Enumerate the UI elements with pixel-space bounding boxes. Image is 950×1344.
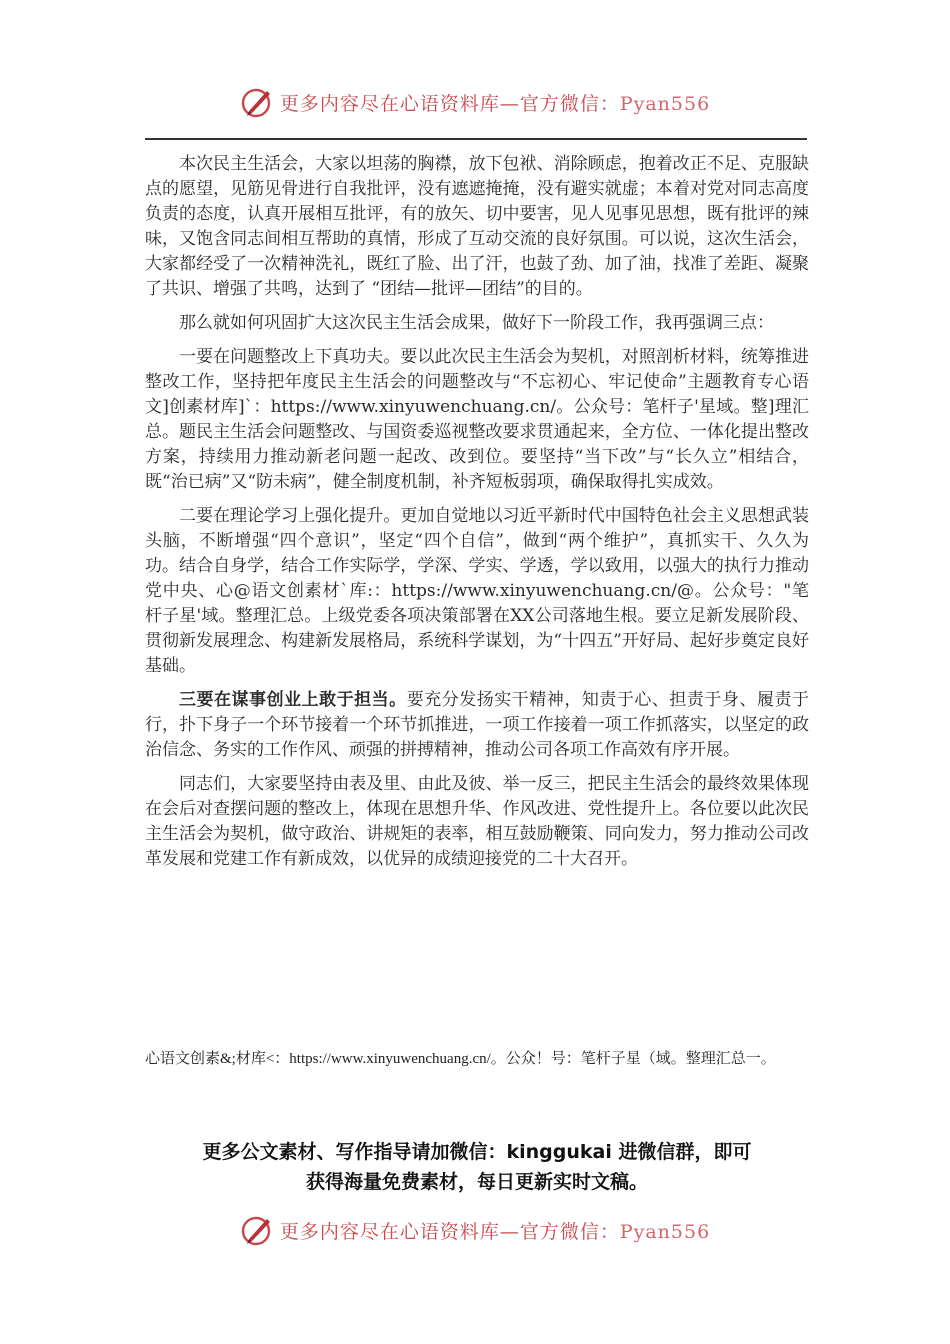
- paragraph: 一要在问题整改上下真功夫。要以此次民主生活会为契机，对照剖析材料，统筹推进整改工作，坚持把年度民主生活会的问题整改与“不忘初心、牢记使命”主题教育专心语文]创素材库]`：https://www.xinyuwenchuang.cn/。公众号：笔杆子'星域。整]理汇总。题民主生活会问题整改、与国资委巡视整改要求贯通起来，全方位、一体化提出整改方案，持续用力推动新老问题一起改、改到位。要坚持“当下改”与“长久立”相结合，既“治已病”又“防未病”，健全制度机制，补齐短板弱项，确保取得扎实成效。: [145, 347, 809, 492]
- wechat-id: Pyan556: [619, 1220, 711, 1243]
- pen-logo-icon: [240, 1213, 274, 1247]
- document-body: [145, 152, 809, 881]
- banner-text: 更多内容尽在心语资料库—官方微信：Pyan556: [279, 1220, 711, 1243]
- paragraph: 二要在理论学习上强化提升。更加自觉地以习近平新时代中国特色社会主义思想武装头脑，不断增强“四个意识”，坚定“四个自信”，做到“两个维护”，真抓实干、久久为功。结合自身学，结合工作实际学，学深、学实、学透，学以致用，以强大的执行力推动党中央、心@语文创素材`库:：https://www.xinyuwenchuang.cn/@。公众号："笔杆子星'域。整理汇总。上级党委各项决策部署在XX公司落地生根。要立足新发展阶段、贯彻新发展理念、构建新发展格局，系统科学谋划，为“十四五”开好局、起好步奠定良好基础。: [145, 506, 809, 676]
- pen-logo-icon: [240, 85, 274, 119]
- paragraph: 三要在谋事创业上敢于担当。要充分发扬实干精神，知责于心、担责于身、履责于行，扑下身子一个环节接着一个环节抓推进，一项工作接着一项工作抓落实，以坚定的政治信念、务实的工作作风、顽强的拼搏精神，推动公司各项工作高效有序开展。: [145, 690, 810, 760]
- paragraph: 同志们，大家要坚持由表及里、由此及彼、举一反三，把民主生活会的最终效果体现在会后对查摆问题的整改上，体现在思想升华、作风改进、党性提升上。各位要以此次民主生活会为契机，做守政治、讲规矩的表率，相互鼓励鞭策、同向发力，努力推动公司改革发展和党建工作有新成效，以优异的成绩迎接党的二十大召开。: [145, 774, 809, 869]
- header-divider: [145, 138, 807, 140]
- paragraph: 本次民主生活会，大家以坦荡的胸襟，放下包袱、消除顾虑，抱着改正不足、克服缺点的愿望，见筋见骨进行自我批评，没有遮遮掩掩，没有避实就虚；本着对党对同志高度负责的态度，认真开展相互批评，有的放矢、切中要害，见人见事见思想，既有批评的辣味，又饱含同志间相互帮助的真情，形成了互动交流的良好氛围。可以说，这次生活会，大家都经受了一次精神洗礼，既红了脸、出了汗，也鼓了劲、加了油，找准了差距、凝聚了共识、增强了共鸣，达到了 “团结—批评—团结”的目的。: [145, 154, 809, 299]
- source-note: 心语文创素&;材库<：https://www.xinyuwenchuang.cn/。公众！号：笔杆子星（域。整理汇总一。: [145, 1051, 776, 1067]
- paragraph: 那么就如何巩固扩大这次民主生活会成果，做好下一阶段工作，我再强调三点：: [179, 313, 774, 333]
- promo-line-1: 更多公文素材、写作指导请加微信：kinggukai 进微信群，即可: [202, 1141, 752, 1163]
- banner-text: 更多内容尽在心语资料库—官方微信：Pyan556: [279, 92, 711, 115]
- bold-lead: 三要在谋事创业上敢于担当。: [179, 690, 407, 710]
- wechat-id: Pyan556: [619, 92, 711, 115]
- footer-banner: [0, 1210, 950, 1250]
- promo-block: [145, 1137, 809, 1197]
- promo-line-2: 获得海量免费素材，每日更新实时文稿。: [305, 1171, 648, 1193]
- header-banner: [0, 82, 950, 122]
